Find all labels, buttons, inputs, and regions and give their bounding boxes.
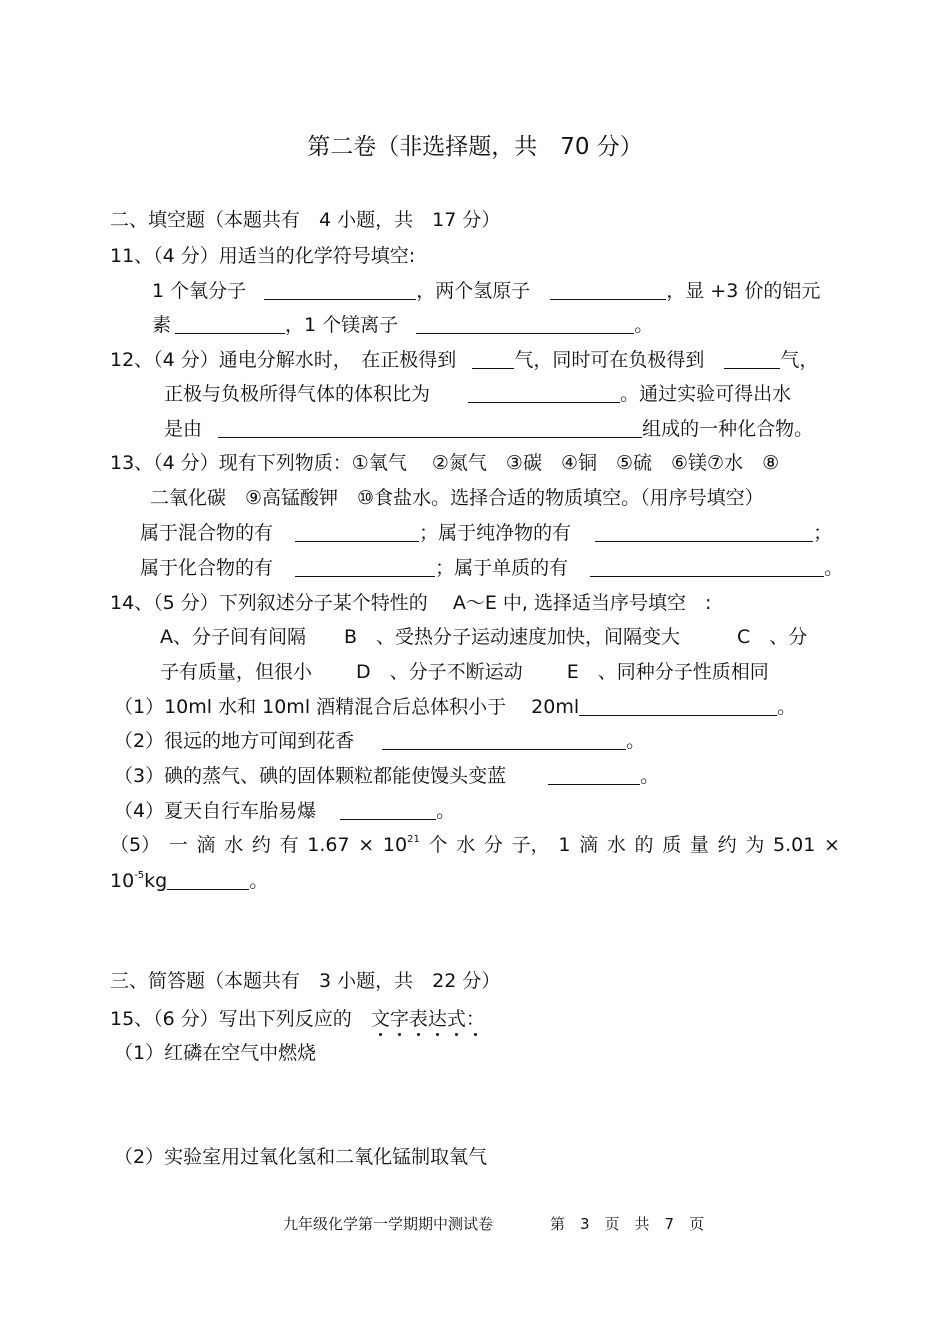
q14-sub-3	[114, 763, 659, 789]
q13-line3	[140, 520, 832, 546]
q12-conclusion-label: 。通过实验可得出水	[620, 383, 792, 405]
q11-line1	[152, 278, 820, 304]
q13-semicolon: ；	[813, 522, 833, 544]
q13-compound-label: 属于化合物的有	[140, 557, 274, 579]
q14-blank-4[interactable]	[340, 799, 436, 820]
footer-exam-name: 九年级化学第一学期期中测试卷	[283, 1215, 494, 1233]
q12-line3	[164, 416, 813, 442]
q11-blank-2[interactable]	[550, 279, 666, 300]
q14-sub-5-word: 量	[689, 834, 709, 856]
q15-emphasis-char: 字	[389, 1008, 409, 1030]
q14-sub-5-word: 水	[456, 834, 476, 856]
q14-sub-5-word: $10^{21}$	[382, 834, 420, 856]
q14-blank-1[interactable]	[579, 695, 777, 716]
q11-period: 。	[634, 314, 654, 336]
q14-sub-5-word: 有	[279, 834, 299, 856]
q15-emphasis-char: ：	[465, 1008, 485, 1030]
q14-sub-1-text: （1）10ml 水和 10ml 酒精混合后总体积小于 20ml	[114, 696, 580, 718]
q11-hydrogen-atoms-label: ，两个氢原子	[416, 280, 531, 302]
q14-sub-4	[114, 798, 455, 824]
q14-sub-2	[114, 728, 645, 754]
q12-blank-negative[interactable]	[724, 348, 780, 369]
q12-line2	[164, 381, 791, 407]
q12-composed-of-label: 是由	[164, 418, 203, 440]
q14-sub-5-word: 水	[606, 834, 626, 856]
q14-sub-5-word: 为	[745, 834, 765, 856]
q14-sub-4-period: 。	[436, 800, 456, 822]
q14-sub-5-word: ×	[824, 834, 840, 856]
q12-gas-label: 气，	[780, 349, 819, 371]
q13-line2: 二氧化碳 ⑨高锰酸钾 ⑩食盐水。选择合适的物质填空。（用序号填空）	[150, 487, 764, 509]
q14-sub-5-word: 1	[558, 834, 571, 856]
q11-blank-1[interactable]	[264, 279, 416, 300]
q13-blank-compound[interactable]	[295, 556, 435, 577]
q14-sub-5-word: 个	[428, 834, 448, 856]
q12-stem: 12、（4 分）通电分解水时， 在正极得到	[110, 349, 457, 371]
q12-blank-ratio[interactable]	[468, 382, 620, 403]
q14-sub-2-text: （2）很远的地方可闻到花香	[114, 730, 355, 752]
q14-sub-3-text: （3）碘的蒸气、碘的固体颗粒都能使馒头变蓝	[114, 765, 507, 787]
q11-aluminum-label: ，显 +3 价的铝元	[666, 280, 821, 302]
q12-line1	[110, 347, 818, 373]
q14-sub-5-period: 。	[249, 870, 269, 892]
q14-sub-5-word: 的	[634, 834, 654, 856]
q14-sub-5-word: 滴	[579, 834, 599, 856]
q14-sub-5-word: 滴	[196, 834, 216, 856]
q15-emphasis-char: 文	[370, 1008, 390, 1030]
q15-stem	[110, 1006, 485, 1032]
q14-sub-5-word: 子，	[511, 834, 550, 856]
q14-sub-5-word: 分	[483, 834, 503, 856]
q14-sub-4-text: （4）夏天自行车胎易爆	[114, 800, 317, 822]
q14-blank-3[interactable]	[548, 764, 640, 785]
q14-sub-5-word: 水	[224, 834, 244, 856]
q12-negative-label: 气，同时可在负极得到	[514, 349, 705, 371]
q14-sub-2-period: 。	[626, 730, 646, 752]
q14-mass-unit: kg	[144, 870, 168, 892]
q14-sub-5-line2	[110, 868, 268, 894]
q13-element-label: ；属于单质的有	[435, 557, 569, 579]
q12-blank-positive[interactable]	[472, 348, 514, 369]
q15-emphasis-char: 式	[446, 1008, 466, 1030]
q15-emphasis-char: 表	[408, 1008, 428, 1030]
q12-blank-composition[interactable]	[218, 417, 642, 438]
q11-blank-3[interactable]	[175, 313, 285, 334]
q14-sub-5-word: 约	[717, 834, 737, 856]
q14-sub-5-word: 1.67	[307, 834, 350, 856]
q14-mass-exponent: -5	[134, 870, 145, 881]
q14-sub-5-word: （5）	[110, 834, 161, 856]
q11-stem: 11、（4 分）用适当的化学符号填空:	[110, 245, 416, 267]
q14-sub-5-word: 5.01	[773, 834, 816, 856]
q13-line1: 13、（4 分）现有下列物质：①氧气 ②氮气 ③碳 ④铜 ⑤硫 ⑥镁⑦水 ⑧	[110, 452, 780, 474]
page-title: 第二卷（非选择题，共 70 分）	[307, 134, 643, 160]
section-2-heading: 二、填空题（本题共有 4 小题，共 17 分）	[110, 209, 501, 231]
q14-sub-1	[114, 694, 796, 720]
q12-compound-label: 组成的一种化合物。	[642, 418, 814, 440]
q11-blank-4[interactable]	[416, 313, 634, 334]
q12-ratio-label: 正极与负极所得气体的体积比为	[164, 383, 431, 405]
q13-mixture-label: 属于混合物的有	[140, 522, 274, 544]
q11-oxygen-molecule-label: 1 个氧分子	[152, 280, 247, 302]
q14-sub-5-word: ×	[358, 834, 375, 856]
q15-emphasis-text	[371, 1008, 485, 1030]
q14-options-2: 子有质量，但很小 D 、分子不断运动 E 、同种分子性质相同	[160, 661, 769, 683]
q14-sub-5-word: 质	[662, 834, 682, 856]
q13-period: 。	[824, 557, 844, 579]
q14-stem: 14、（5 分）下列叙述分子某个特性的 A～E 中, 选择适当序号填空 :	[110, 592, 712, 614]
q14-sub-5-line1	[110, 832, 840, 858]
q14-blank-5[interactable]	[167, 869, 249, 890]
q13-blank-element[interactable]	[590, 556, 824, 577]
q14-sub-1-period: 。	[777, 696, 797, 718]
q15-stem-text: 15、（6 分）写出下列反应的	[110, 1008, 371, 1030]
q11-magnesium-ion-label: ，1 个镁离子	[285, 314, 399, 336]
q14-sub-3-period: 。	[640, 765, 660, 787]
q14-mass-base: 10	[110, 870, 135, 892]
q13-blank-pure[interactable]	[595, 521, 813, 542]
q14-molecule-exponent: 21	[407, 834, 420, 845]
q14-options-1: A、分子间有间隔 B 、受热分子运动速度加快，间隔变大 C 、分	[160, 626, 808, 648]
q14-sub-5-word: 一	[168, 834, 188, 856]
footer-page-number: 第 3 页 共 7 页	[550, 1215, 705, 1233]
q15-emphasis-char: 达	[427, 1008, 447, 1030]
q13-blank-mixture[interactable]	[295, 521, 419, 542]
q11-element-label: 素	[152, 314, 172, 336]
q14-blank-2[interactable]	[382, 729, 626, 750]
q11-line2	[152, 312, 653, 338]
section-3-heading: 三、简答题（本题共有 3 小题，共 22 分）	[110, 970, 501, 992]
q15-sub-2: （2）实验室用过氧化氢和二氧化锰制取氧气	[114, 1146, 488, 1168]
q14-sub-5-word: 约	[251, 834, 271, 856]
q15-sub-1: （1）红磷在空气中燃烧	[114, 1042, 317, 1064]
q13-line4	[140, 555, 843, 581]
q13-pure-label: ；属于纯净物的有	[419, 522, 572, 544]
